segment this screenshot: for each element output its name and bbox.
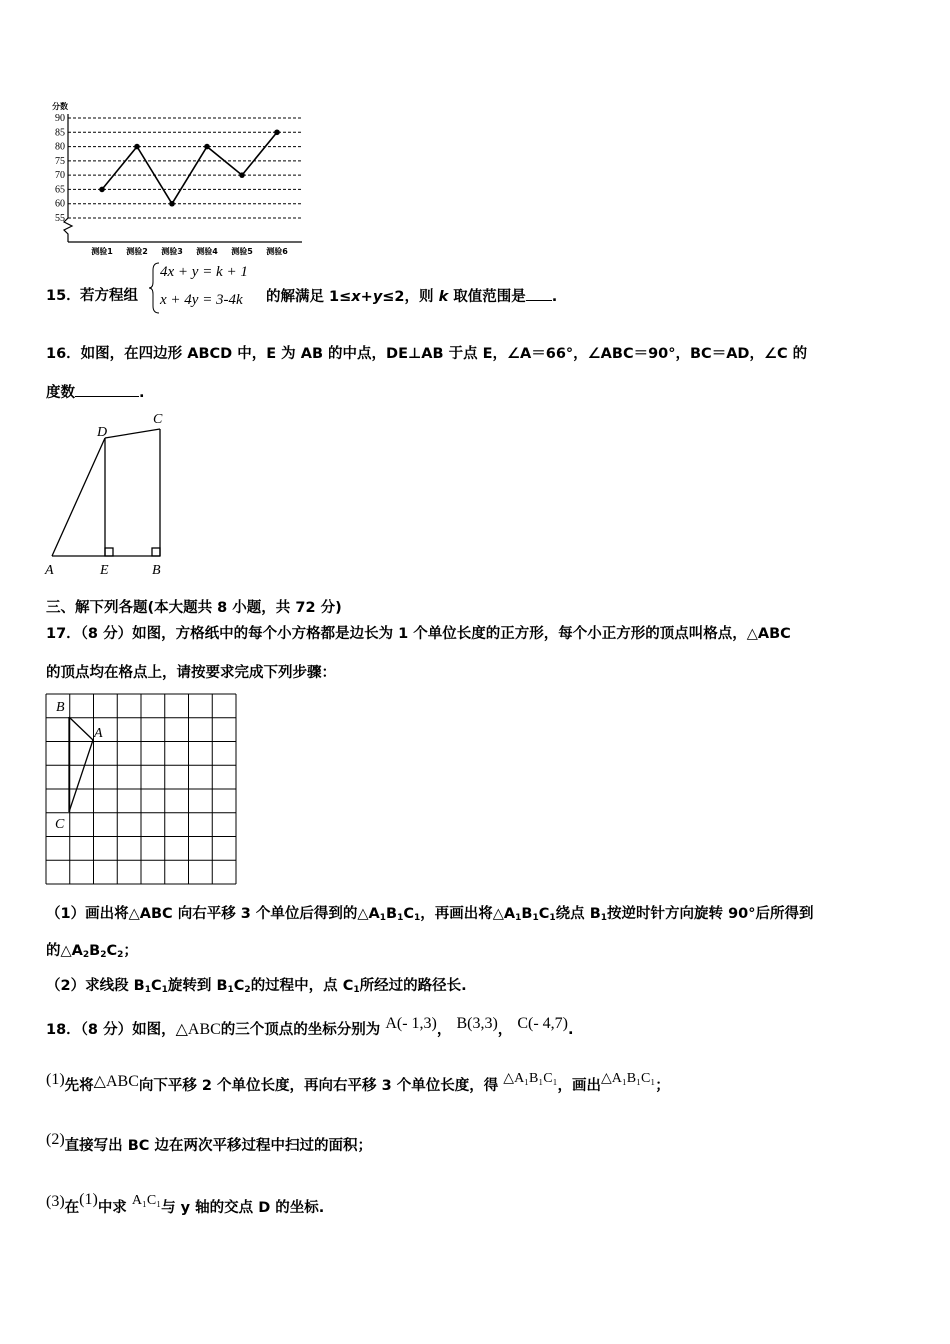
chart-x-tick-labels	[91, 246, 288, 256]
chart-grid	[68, 118, 302, 242]
sub: 1	[161, 985, 168, 995]
q18-p3-c: 与 y 轴的交点 D 的坐标.	[161, 1200, 325, 1216]
chart-x-tick-label: 测验4	[196, 247, 218, 256]
chart-x-tick-label: 测验3	[161, 247, 183, 256]
sub: 1	[549, 913, 556, 923]
q15-suffix-c: 取值范围是	[453, 289, 526, 305]
segment-AD	[52, 438, 105, 556]
chart-x-tick-label: 测验5	[231, 247, 253, 256]
q18-p1-c: ，画出	[557, 1078, 601, 1094]
q18-p1-tri2: △A₁B₁C₁	[601, 1071, 656, 1086]
sub: 1	[353, 985, 360, 995]
chart-y-tick-label: 75	[55, 155, 65, 167]
q15-answer-blank[interactable]	[526, 286, 552, 301]
q15-end: .	[551, 289, 558, 305]
q18-p1-triangle: △ABC	[93, 1073, 139, 1090]
q18-triangle: △ABC	[175, 1021, 221, 1038]
q15-condition	[266, 286, 557, 307]
q17-p2-f: 所经过的路径长.	[359, 978, 467, 994]
q18-p1-tri1: △A₁B₁C₁	[503, 1071, 558, 1086]
sub: 1	[515, 913, 522, 923]
q18-end: .	[568, 1022, 574, 1038]
q18-p1-a: 先将	[64, 1078, 94, 1094]
q15-number: 15．	[46, 288, 81, 304]
right-angle-mark-B	[152, 548, 160, 556]
q17-p2-b: C	[150, 978, 162, 994]
q17-p1-text-c: C	[403, 906, 415, 922]
segment-BA	[69, 717, 93, 740]
q15-var-y: y	[372, 289, 383, 305]
q16-line2-prefix: 度数	[46, 385, 75, 401]
chart-y-tick-label: 90	[55, 113, 65, 124]
q15-var-k: k	[438, 289, 449, 305]
score-line-chart	[40, 98, 310, 256]
segment-DC	[105, 429, 160, 438]
label-E: E	[100, 563, 109, 578]
chart-y-axis	[64, 114, 72, 242]
q16-line2-end: .	[139, 385, 145, 401]
q17-p1-text-a: （1）画出将△ABC 向右平移 3 个单位后得到的△A	[46, 906, 380, 922]
q17-line-2: 的顶点均在格点上，请按要求完成下列步骤：	[46, 665, 336, 681]
q17-p1-text-f: C	[538, 906, 550, 922]
q18-p3-b: 中求	[97, 1200, 127, 1216]
sub: 1	[144, 985, 151, 995]
q18-part-2	[46, 1131, 372, 1156]
q17-p2-c: 旋转到 B	[167, 978, 228, 994]
sub: 1	[414, 913, 421, 923]
label-A: A	[45, 563, 54, 578]
label-C: C	[55, 817, 65, 832]
chart-data-point	[239, 172, 245, 178]
sub: 1	[600, 913, 608, 923]
q17-part-1	[46, 904, 814, 928]
sub: 1	[397, 913, 404, 923]
chart-y-tick-label: 80	[55, 141, 65, 153]
q18-p3-segment: A₁C₁	[131, 1193, 162, 1208]
q15-suffix-a: 的解满足 1≤	[266, 289, 352, 305]
q18-p3-a: 在	[64, 1200, 80, 1216]
chart-data-point	[99, 187, 105, 193]
q18-stem	[46, 1015, 574, 1040]
chart-data-point	[169, 201, 175, 207]
q18-coord-C: C(- 4,7)	[517, 1015, 568, 1032]
sub: 1	[532, 913, 539, 923]
q17-p1-text-b: B	[386, 906, 398, 922]
chart-y-tick-label: 70	[55, 170, 65, 182]
q15-equation-1: 4x + y = k + 1	[160, 264, 248, 280]
sub: 2	[117, 950, 124, 960]
q18-comma: ，	[497, 1022, 513, 1038]
q15-suffix-b: ≤2，则	[382, 289, 434, 305]
q15-var-x: x	[351, 289, 361, 305]
q18-p1-d: ；	[655, 1078, 670, 1094]
q18-coord-B: B(3,3)	[456, 1015, 498, 1032]
chart-y-tick-label: 55	[55, 213, 65, 224]
q17-part-1-line-2	[46, 941, 138, 965]
label-C: C	[153, 412, 163, 427]
q17-p1-l2-d: ；	[123, 943, 138, 959]
q15-prefix: 若方程组	[80, 288, 138, 304]
segment-AC	[69, 740, 93, 812]
q15-plus: +	[360, 289, 373, 305]
chart-series-line	[102, 132, 277, 203]
q18-mid: 的三个顶点的坐标分别为	[220, 1022, 381, 1038]
q15	[46, 262, 606, 314]
q16-answer-blank[interactable]	[75, 382, 139, 397]
q17-p2-a: （2）求线段 B	[46, 978, 145, 994]
chart-ylabel: 分数	[52, 102, 68, 111]
q18-head: 18．（8 分）如图，	[46, 1022, 176, 1038]
chart-data-point	[274, 129, 280, 135]
q17-p1-text-g: 绕点 B	[555, 906, 601, 922]
q17-p2-e: 的过程中，点 C	[250, 978, 354, 994]
q16-line-2	[46, 382, 145, 403]
q17-line-1: 17．（8 分）如图，方格纸中的每个小方格都是边长为 1 个单位长度的正方形，每个小正方形的顶点叫格点，△ABC	[46, 626, 791, 642]
q15-equation-2: x + 4y = 3-4k	[160, 292, 243, 308]
q18-p3-num: (3)	[46, 1193, 65, 1210]
chart-x-tick-label: 测验2	[126, 247, 148, 256]
q16-line-1: 16．如图，在四边形 ABCD 中，E 为 AB 的中点，DE⊥AB 于点 E，∠A＝66°，∠ABC＝90°，BC＝AD，∠C 的	[46, 346, 808, 362]
q18-part-3	[46, 1191, 325, 1219]
label-D: D	[97, 425, 108, 440]
q16-quadrilateral-figure	[40, 408, 180, 580]
chart-y-tick-label: 85	[55, 127, 65, 139]
q17-p1-l2-b: B	[89, 943, 101, 959]
q17-p1-text-h: 按逆时针方向旋转 90°后所得到	[607, 906, 814, 922]
sub: 2	[100, 950, 107, 960]
q17-p1-text-e: B	[521, 906, 533, 922]
sub: 2	[244, 985, 251, 995]
sub: 1	[227, 985, 234, 995]
chart-y-tick-label: 60	[55, 198, 65, 210]
q17-p2-d: C	[233, 978, 245, 994]
chart-y-tick-label: 65	[55, 184, 65, 196]
right-angle-mark-E	[105, 548, 113, 556]
label-A: A	[94, 726, 103, 741]
q17-grid-figure	[44, 692, 240, 886]
q18-p2-text: 直接写出 BC 边在两次平移过程中扫过的面积；	[64, 1138, 372, 1154]
chart-y-tick-labels	[55, 113, 65, 224]
q17-p1-text-d: ，再画出将△A	[420, 906, 516, 922]
q17-part-2	[46, 976, 467, 1000]
chart-data-point	[134, 144, 140, 150]
chart-data-point	[204, 144, 210, 150]
chart-points	[99, 129, 280, 206]
q18-p1-num: (1)	[46, 1071, 65, 1088]
sub: 1	[379, 913, 387, 923]
q18-p1-b: 向下平移 2 个单位长度，再向右平移 3 个单位长度，得	[138, 1078, 499, 1094]
q17-p1-l2-a: 的△A	[46, 943, 83, 959]
q18-comma: ，	[436, 1022, 452, 1038]
sub: 2	[82, 950, 90, 960]
label-B: B	[56, 700, 65, 715]
label-B: B	[152, 563, 161, 578]
q18-part-1	[46, 1071, 670, 1097]
q17-p1-l2-c: C	[106, 943, 118, 959]
q18-coord-A: A(- 1,3)	[385, 1015, 437, 1032]
chart-x-tick-label: 测验1	[91, 247, 113, 256]
section-3-heading: 三、解下列各题(本大题共 8 小题，共 72 分)	[46, 600, 342, 616]
chart-x-tick-label: 测验6	[266, 247, 288, 256]
q18-p2-num: (2)	[46, 1131, 65, 1148]
q18-p3-ref: (1)	[79, 1191, 98, 1208]
